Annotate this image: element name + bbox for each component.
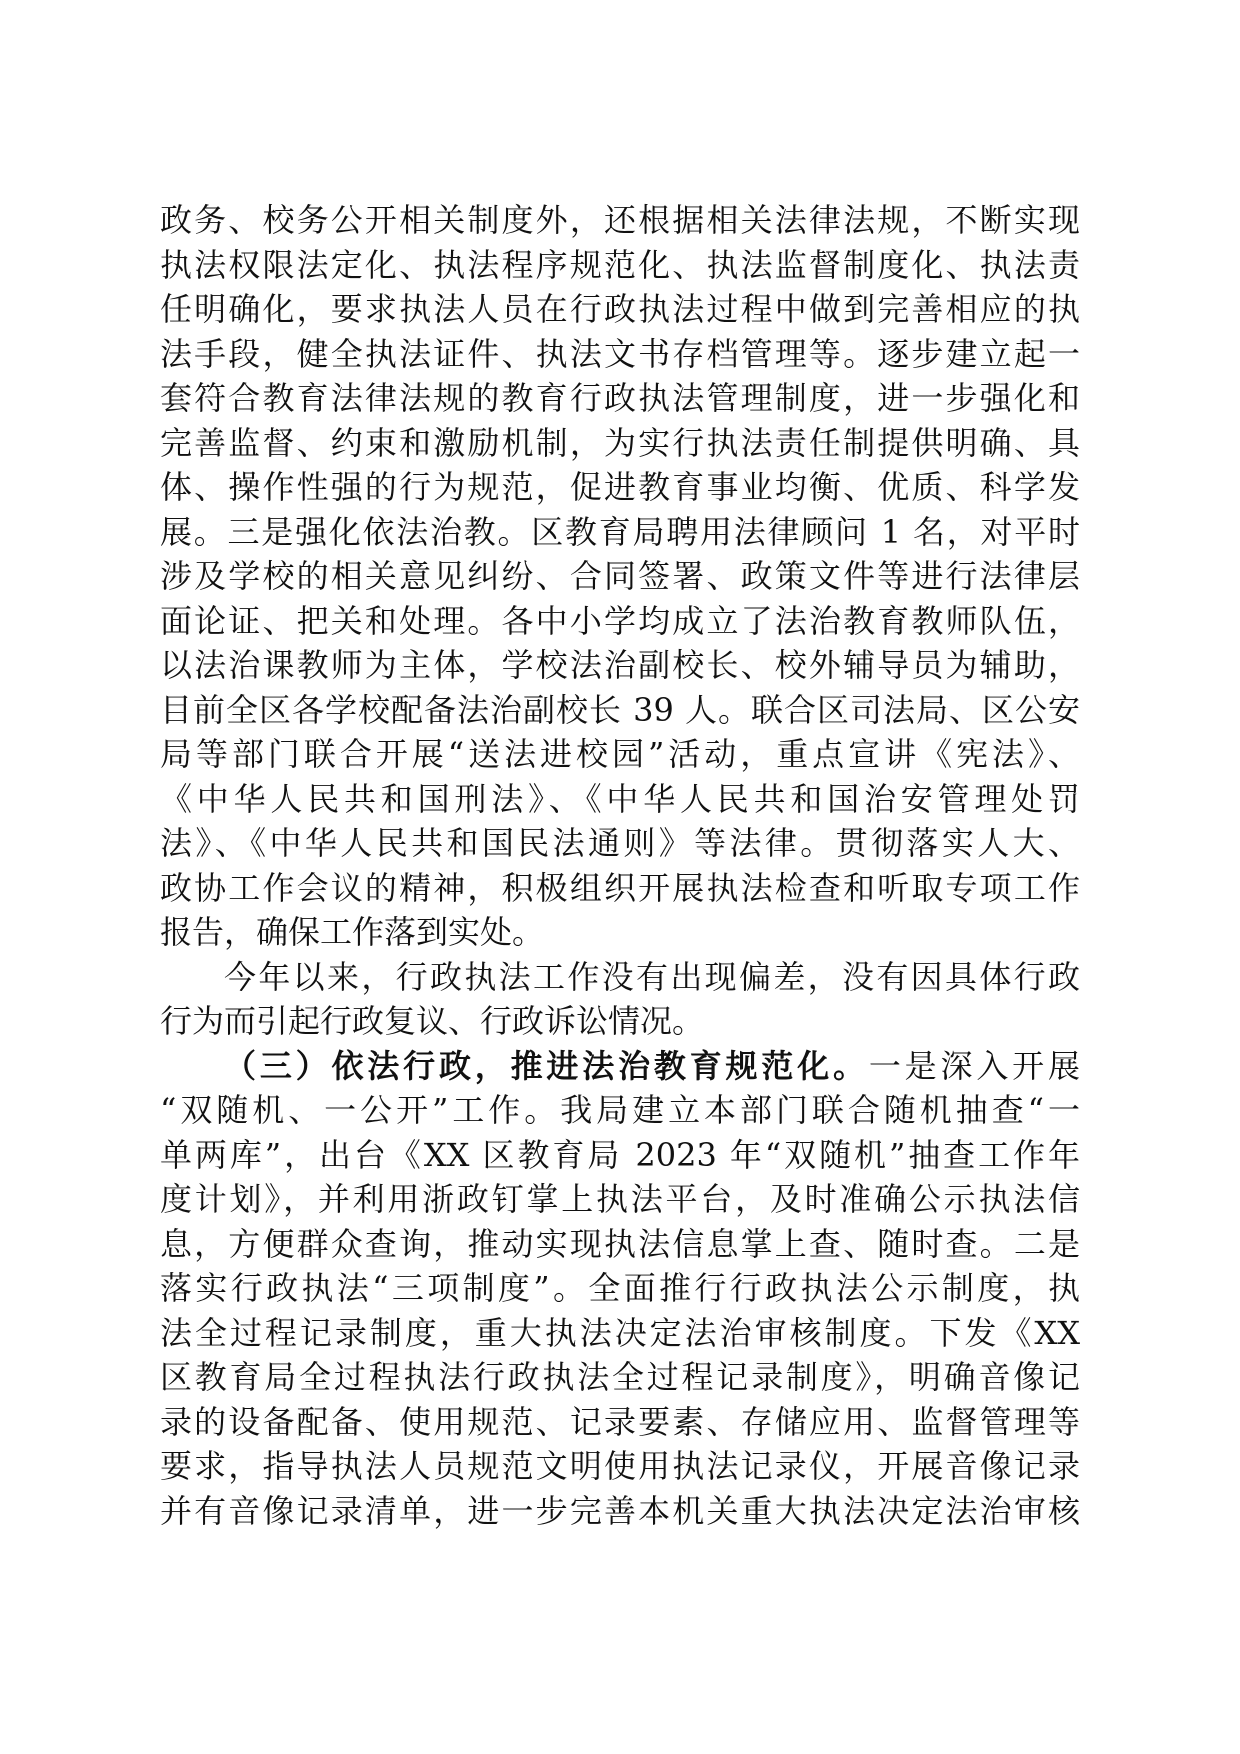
text-line: 《中华人民共和国刑法》、《中华人民共和国治安管理处罚 (160, 779, 1080, 818)
text-line: 套符合教育法律法规的教育行政执法管理制度，进一步强化和 (160, 379, 1080, 417)
text-line: 区教育局全过程执法行政执法全过程记录制度》，明确音像记 (160, 1358, 1080, 1396)
text-line: 法》、《中华人民共和国民法通则》等法律。贯彻落实人大、 (160, 824, 1080, 862)
text-line: 目前全区各学校配备法治副校长 39 人。联合区司法局、区公安 (160, 690, 1080, 729)
text-line: 体、操作性强的行为规范，促进教育事业均衡、优质、科学发 (160, 468, 1080, 506)
text-line: 录的设备配备、使用规范、记录要素、存储应用、监督管理等 (160, 1402, 1080, 1441)
text-line: 法全过程记录制度，重大执法决定法治审核制度。下发《XX (160, 1313, 1080, 1352)
text-line: 以法治课教师为主体，学校法治副校长、校外辅导员为辅助， (160, 646, 1080, 684)
paragraph-2 (160, 955, 1080, 1044)
text-line: 今年以来，行政执法工作没有出现偏差，没有因具体行政 (224, 957, 1080, 996)
text-line: 面论证、把关和处理。各中小学均成立了法治教育教师队伍， (160, 601, 1080, 640)
text-line: 法手段，健全执法证件、执法文书存档管理等。逐步建立起一 (160, 334, 1080, 373)
text-line: 度计划》，并利用浙政钉掌上执法平台，及时准确公示执法信 (160, 1180, 1080, 1218)
paragraph-3 (160, 1044, 1080, 1534)
text-line: “双随机、一公开”工作。我局建立本部门联合随机抽查“一 (160, 1091, 1080, 1129)
body-text (160, 198, 1080, 1533)
text-line: 局等部门联合开展“送法进校园”活动，重点宣讲《宪法》、 (160, 735, 1080, 773)
text-line: 行为而引起行政复议、行政诉讼情况。 (160, 1002, 705, 1040)
paragraph-1 (160, 198, 1080, 955)
text-line: 执法权限法定化、执法程序规范化、执法监督制度化、执法责 (160, 245, 1080, 284)
text-line: 报告，确保工作落到实处。 (160, 913, 545, 951)
text-line (160, 1044, 1080, 1089)
text-line: 完善监督、约束和激励机制，为实行执法责任制提供明确、具 (160, 423, 1080, 462)
text-line: 涉及学校的相关意见纠纷、合同签署、政策文件等进行法律层 (160, 557, 1080, 595)
text-line: 息，方便群众查询，推动实现执法信息掌上查、随时查。二是 (160, 1224, 1080, 1263)
section-heading: （三）依法行政，推进法治教育规范化。 (224, 1046, 869, 1085)
text-line: 政务、校务公开相关制度外，还根据相关法律法规，不断实现 (160, 201, 1080, 239)
text-line: 落实行政执法“三项制度”。全面推行行政执法公示制度，执 (160, 1269, 1080, 1307)
text-line: 展。三是强化依法治教。区教育局聘用法律顾问 1 名，对平时 (160, 512, 1080, 551)
text-line: 任明确化，要求执法人员在行政执法过程中做到完善相应的执 (160, 290, 1080, 328)
text-line: 要求，指导执法人员规范文明使用执法记录仪，开展音像记录 (160, 1447, 1080, 1485)
text-line: 并有音像记录清单，进一步完善本机关重大执法决定法治审核 (160, 1491, 1080, 1530)
text-line: 政协工作会议的精神，积极组织开展执法检查和听取专项工作 (160, 868, 1080, 907)
text-fragment: 一是深入开展 (868, 1046, 1080, 1085)
text-line: 单两库”，出台《XX 区教育局 2023 年“双随机”抽查工作年 (160, 1135, 1080, 1174)
